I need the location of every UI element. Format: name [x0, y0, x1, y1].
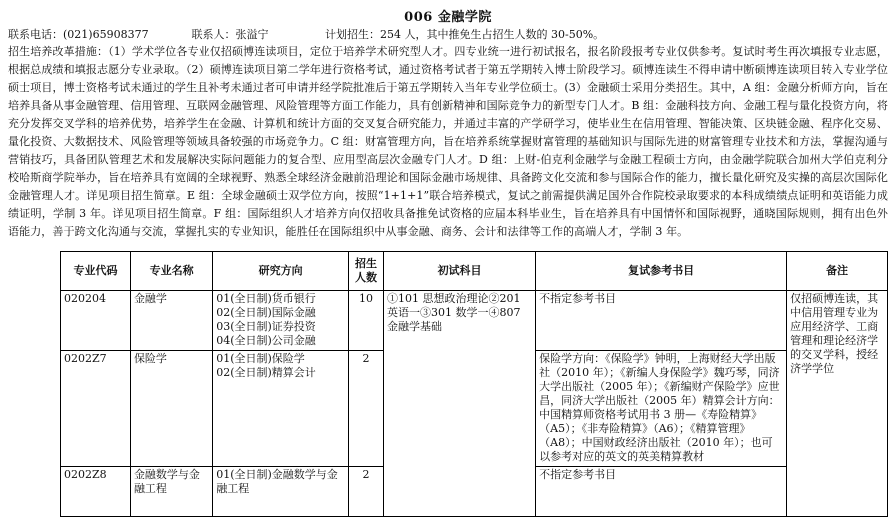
program-count: 2	[348, 351, 383, 467]
contact-person: 联系人：张溢宁	[191, 28, 269, 41]
direction-item: 01(全日制)金融数学与金融工程	[216, 468, 338, 495]
direction-item: 04(全日制)公司金融	[216, 334, 316, 347]
page-title: 006 金融学院	[404, 10, 492, 25]
contact-line	[8, 26, 604, 42]
program-directions	[213, 351, 349, 467]
program-directions	[213, 467, 349, 517]
header-exam: 初试科目	[383, 252, 535, 291]
program-code: 0202Z8	[61, 467, 131, 517]
enrollment-plan: 计划招生：254 人，其中推免生占招生人数的 30-50%。	[325, 28, 605, 41]
table-row	[61, 291, 888, 351]
contact-phone: 联系电话：(021)65908377	[8, 28, 149, 41]
program-name: 金融学	[130, 291, 212, 351]
direction-item: 02(全日制)国际金融	[216, 306, 316, 319]
header-direction: 研究方向	[213, 252, 349, 291]
direction-item: 03(全日制)证券投资	[216, 320, 316, 333]
header-books: 复试参考书目	[536, 252, 787, 291]
header-code: 专业代码	[61, 252, 131, 291]
program-code: 020204	[61, 291, 131, 351]
reference-books: 保险学方向：《保险学》钟明，上海财经大学出版社（2010 年）；《新编人身保险学》魏巧琴，同济大学出版社（2005 年）；《新编财产保险学》应世昌，同济大学出版社（2005 年）精算会计方向：中国精算师资格考试用书 3 册—《寿险精算》（A5）；《非寿险精算》（A6）；《精算管理》（A8）；中国财政经济出版社（2010 年）；也可以参考对应的英文的英美精算教材	[536, 351, 787, 467]
program-count: 2	[348, 467, 383, 517]
direction-item: 01(全日制)保险学	[216, 352, 305, 365]
header-remark: 备注	[787, 252, 888, 291]
reform-measures-text: 招生培养改革措施：（1）学术学位各专业仅招硕博连读项目，定位于培养学术研究型人才。四专业统一进行初试报名，报名阶段报考专业仅供参考。复试时考生再次填报专业志愿，根据总成绩和填报志愿分专业录取。（2）硕博连读项目第二学年进行资格考试，通过资格考试者于第五学期转入博士阶段学习。硕博连读生不得申请中断硕博连读项目转入专业学位硕士项目，博士资格考试未通过的学生且补考未通过者可申请并经学院批准后于第五学期转入当年专业学位硕士。(3）金融硕士采用分类招生。其中，A 组：金融分析师方向，旨在培养具备从事金融管理、信用管理、互联网金融管理、风险管理等方面工作能力，具有创新精神和国际竞争力的新型专门人才。B 组：金融科技方向、金融工程与量化投资方向，将充分发挥交叉学科的培养优势，培养学生在金融、计算机和统计方面的交叉复合研究能力，并通过丰富的产学研学习，使毕业生在信用管理、智能决策、区块链金融、程序化交易、量化投资、大数据技术、风险管理等领域具备较强的市场竞争力。C 组：财富管理方向，旨在培养系统掌握财富管理的基础知识与国际先进的财富管理专业技术和方法，掌握沟通与营销技巧，具备团队管理艺术和发展解决实际问题能力的复合型、应用型高层次金融专门人才。D 组：上财-伯克利金融学与金融工程硕士方向，由金融学院联合加州大学伯克利分校哈斯商学院举办，旨在培养具有宽阔的全球视野、熟悉全球经济金融前沿理论和国际金融市场规律、具备跨文化交流和参与国际合作的能力，擅长量化研究及实操的高层次国际化金融管理人才。详见项目招生简章。E 组：全球金融硕士双学位方向，按照“1+1+1”联合培养模式，复试之前需提供满足国外合作院校录取要求的本科成绩绩点证明和英语能力成绩证明，学制 3 年。详见项目招生简章。F 组：国际组织人才培养方向仅招收具备推免试资格的应届本科毕业生，旨在培养具有中国情怀和国际视野，通晓国际规则，拥有出色外语能力，善于跨文化沟通与交流，掌握扎实的专业知识，能胜任在国际组织中从事金融、商务、会计和法律等工作的高端人才，学制 3 年。	[8, 45, 888, 238]
programs-table	[60, 251, 888, 517]
header-name: 专业名称	[130, 252, 212, 291]
table-header-row	[61, 252, 888, 291]
program-name: 保险学	[130, 351, 212, 467]
exam-subjects: ①101 思想政治理论②201 英语一③301 数学一④807 金融学基础	[383, 291, 535, 517]
program-directions	[213, 291, 349, 351]
program-code: 0202Z7	[61, 351, 131, 467]
remark: 仅招硕博连读，其中信用管理专业为应用经济学、工商管理和理论经济学的交叉学科，授经济学学位	[787, 291, 888, 517]
direction-item: 02(全日制)精算会计	[216, 366, 316, 379]
header-count: 招生人数	[348, 252, 383, 291]
program-name: 金融数学与金融工程	[130, 467, 212, 517]
direction-item: 01(全日制)货币银行	[216, 292, 316, 305]
reference-books: 不指定参考书目	[536, 291, 787, 351]
program-count: 10	[348, 291, 383, 351]
reference-books: 不指定参考书目	[536, 467, 787, 517]
